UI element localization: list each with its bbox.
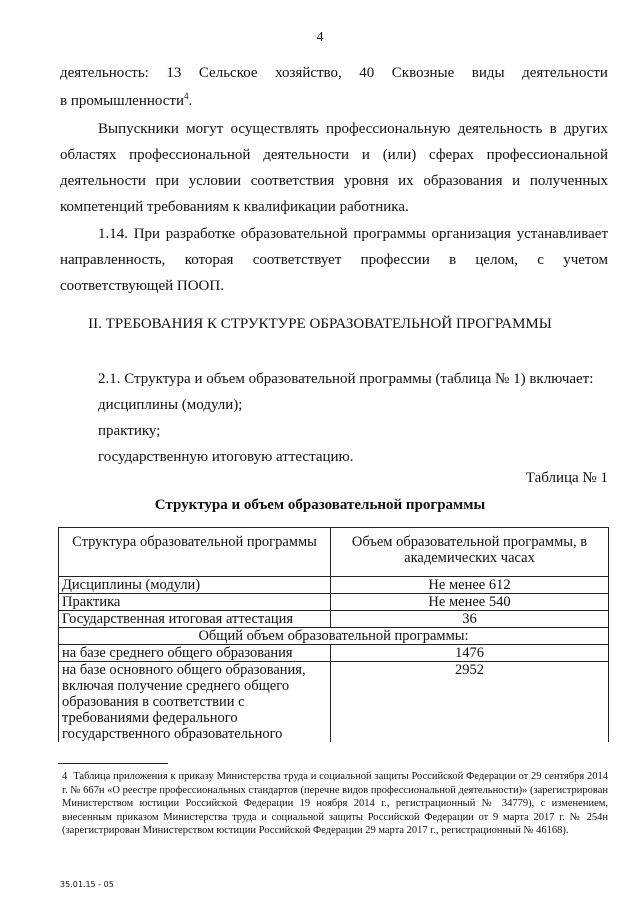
intro-line-2-text: в промышленности	[60, 93, 185, 109]
section-heading: II. ТРЕБОВАНИЯ К СТРУКТУРЕ ОБРАЗОВАТЕЛЬНОЙ ПРОГРАММЫ	[88, 316, 552, 332]
footnote-mark[interactable]: 4	[184, 91, 189, 101]
word: 40	[359, 65, 375, 81]
para1-line-4: компетенций требованиям к квалификации работника.	[60, 199, 409, 215]
word: учетом	[563, 252, 608, 268]
footnote-separator	[58, 763, 168, 764]
intro-line-2: в промышленности$^4$.	[60, 91, 193, 109]
word: деятельности	[522, 65, 608, 81]
word: образования	[423, 173, 503, 189]
word: их	[398, 173, 414, 189]
word: соответствия	[250, 173, 335, 189]
word: с	[537, 252, 544, 268]
table-row	[59, 594, 609, 611]
para3-line-2: дисциплины (модули);	[98, 397, 243, 413]
row-label: Государственная итоговая аттестация	[59, 611, 331, 628]
word: соответствует	[252, 252, 342, 268]
footnote-text: Таблица приложения к приказу Министерства труда и социальной защиты Российской Федерации от 29 сентября 2014 г. № 667н «О реестре профессиональных стандартов (перечне видов профессиональной деятельности)» (зарегистрирован Министерством юстиции Российской Федерации 19 ноября 2014 г., регистрационный № 34779), с изменением, внесенным приказом Министерства труда и социальной защиты Российской Федерации от 9 марта 2017 г. № 254н (зарегистрирован Министерством юстиции Российской Федерации 29 марта 2017 г., регистрационный № 46168).	[62, 771, 608, 836]
word: в	[449, 252, 457, 268]
para2-line-1: 1.14. При разработке образовательной программы организация устанавливает	[98, 226, 608, 242]
word: других	[563, 121, 608, 137]
program-structure-table	[58, 527, 609, 742]
word: и	[512, 173, 521, 189]
table-caption: Таблица № 1	[525, 470, 608, 486]
para2-line-3: соответствующей ПООП.	[60, 278, 224, 294]
para3-line-3: практику;	[98, 423, 161, 439]
page-number: 4	[316, 30, 324, 45]
intro-line-1	[60, 64, 608, 82]
word: областях	[60, 147, 117, 163]
header-col-structure: Структура образовательной программы	[59, 528, 331, 577]
total-heading: Общий объем образовательной программы:	[59, 628, 609, 645]
word: осуществлять	[230, 121, 319, 137]
word: 13	[166, 65, 182, 81]
word: Сельское	[198, 65, 258, 81]
row-value: 2952	[331, 662, 609, 743]
para1-line-2	[60, 146, 608, 164]
row-value: 1476	[331, 645, 609, 662]
word: профессиональную	[326, 121, 451, 137]
word: профессиональной	[129, 147, 251, 163]
word: условии	[188, 173, 242, 189]
para2-line-2	[60, 251, 608, 269]
word: деятельность:	[60, 65, 149, 81]
para3-line-1: 2.1. Структура и объем образовательной программы (таблица № 1) включает:	[98, 371, 594, 387]
word: в	[549, 121, 557, 137]
table-row	[59, 645, 609, 662]
word: полученных	[529, 173, 608, 189]
word: Сквозные	[391, 65, 455, 81]
document-code: 35.01.15 - 05	[60, 880, 114, 889]
para3-line-4: государственную итоговую аттестацию.	[98, 449, 354, 465]
word: хозяйство,	[275, 65, 342, 81]
word: профессиональной	[486, 147, 608, 163]
word: деятельности	[60, 173, 146, 189]
footnote-number: 4	[62, 771, 68, 782]
word: могут	[186, 121, 224, 137]
row-label: на базе основного общего образования, включая получение среднего общего образования в соответствии с требованиями федерального государственного образовательного	[59, 662, 331, 743]
word: уровня	[343, 173, 389, 189]
row-label: Практика	[59, 594, 331, 611]
footnote	[62, 770, 608, 838]
para1-line-1	[98, 120, 608, 138]
header-col-volume: Объем образовательной программы, в академических часах	[331, 528, 609, 577]
table-header-row	[59, 528, 609, 577]
word: сферах	[429, 147, 474, 163]
row-value: Не менее 540	[331, 594, 609, 611]
table-title: Структура и объем образовательной программы	[154, 497, 486, 513]
word: Выпускники	[98, 121, 179, 137]
word: деятельность	[457, 121, 543, 137]
table-row	[59, 577, 609, 594]
row-label: Дисциплины (модули)	[59, 577, 331, 594]
word: деятельности	[263, 147, 350, 163]
word: и	[361, 147, 370, 163]
word: при	[155, 173, 180, 189]
row-value: 36	[331, 611, 609, 628]
word: целом,	[475, 252, 519, 268]
table-total-heading-row	[59, 628, 609, 645]
word: виды	[471, 65, 505, 81]
word: (или)	[382, 147, 417, 163]
word: направленность,	[60, 252, 166, 268]
row-value: Не менее 612	[331, 577, 609, 594]
table-row	[59, 662, 609, 743]
word: профессии	[360, 252, 430, 268]
para1-line-3	[60, 172, 608, 190]
row-label: на базе среднего общего образования	[59, 645, 331, 662]
word: которая	[184, 252, 234, 268]
table-row	[59, 611, 609, 628]
